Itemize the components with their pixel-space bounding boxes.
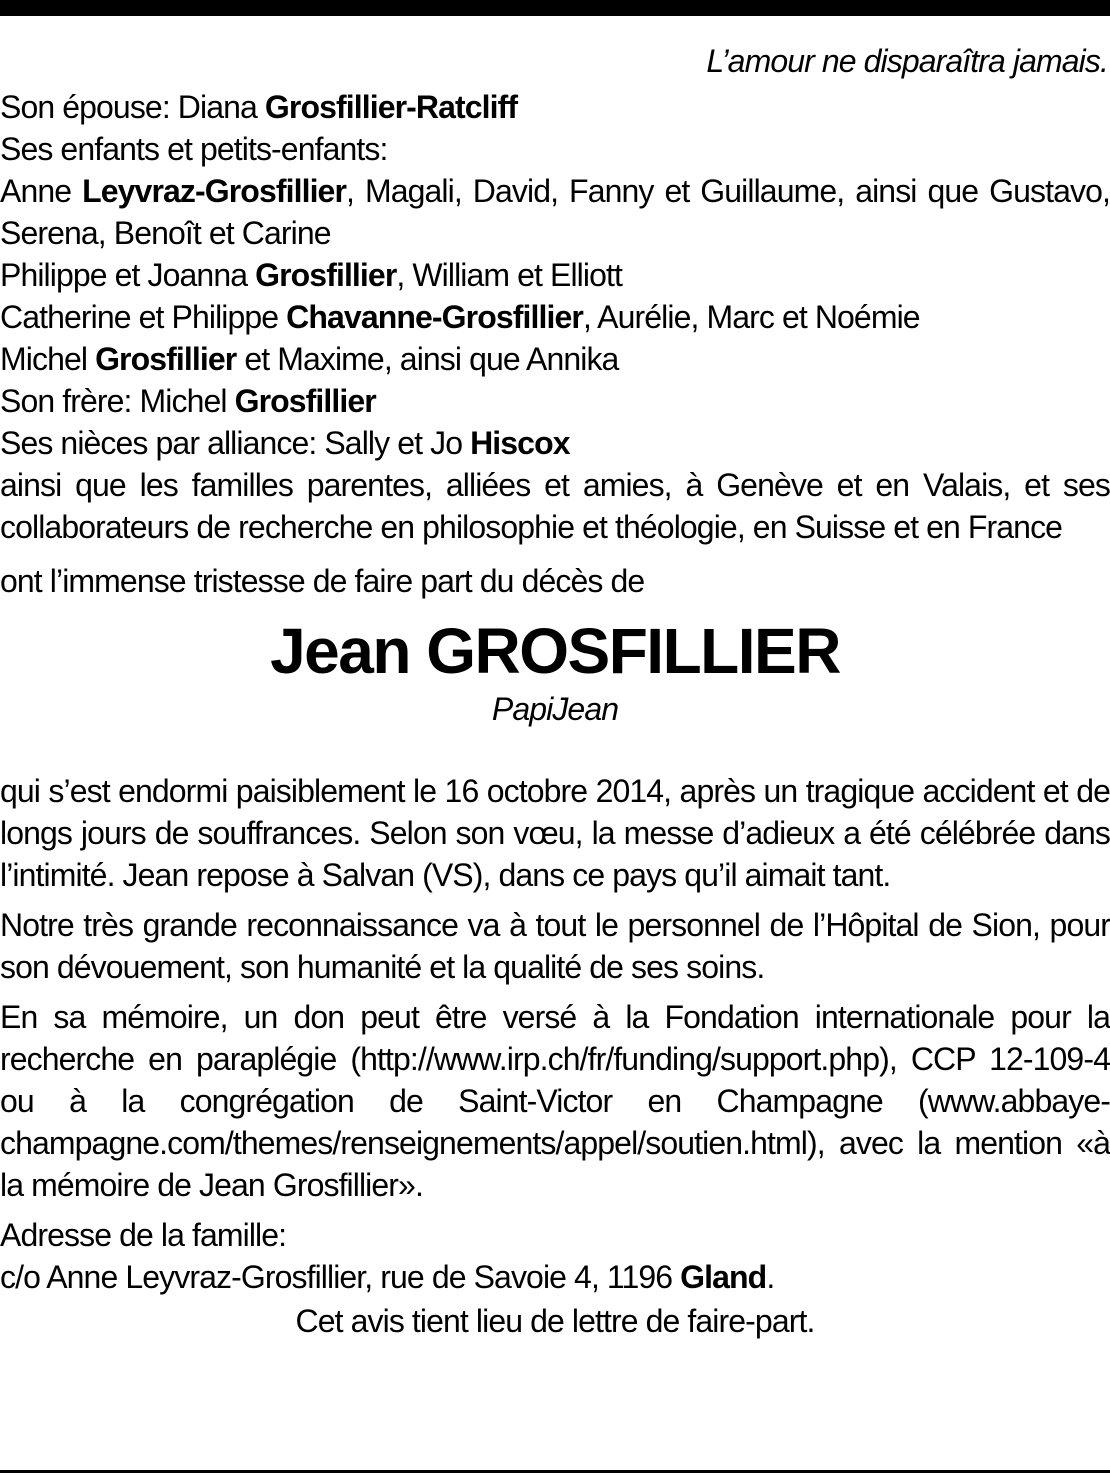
body-paragraph-3: En sa mémoire, un don peut être versé à la Fondation internationale pour la recherche en paraplégie (http://www.irp.ch/fr/funding/support.php), CCP 12-109-4 ou à la congrégation de Saint-Victor en Champagne (www.abbaye-champagne.com/themes/renseignements/appel/soutien.html), avec la mention «à la mémoire de Jean Grosfillier».	[0, 999, 1110, 1203]
child2-rest: , William et Elliott	[396, 257, 622, 293]
closing-note: Cet avis tient lieu de lettre de faire-part.	[295, 1303, 815, 1339]
extended-family: ainsi que les familles parentes, alliées et amies, à Genève et en Valais, et ses collaborateurs de recherche en philosophie et théologie, en Suisse et en France	[0, 467, 1110, 545]
nieces-surname: Hiscox	[470, 425, 570, 461]
child3-first: Catherine et Philippe	[0, 299, 287, 335]
child2-surname: Grosfillier	[255, 257, 397, 293]
announcement: ont l’immense tristesse de faire part du décès de	[0, 563, 645, 599]
brother-line	[0, 380, 1110, 422]
child4-surname: Grosfillier	[95, 341, 237, 377]
child1-rest: , Magali, David, Fanny et Guillaume, ainsi que Gustavo, Serena, Benoît et Carine	[0, 173, 1110, 251]
child-line-3	[0, 296, 1110, 338]
brother-label: Son frère: Michel	[0, 383, 235, 419]
address-line	[0, 1256, 1110, 1298]
address-city: Gland	[680, 1259, 767, 1295]
bottom-border	[0, 1470, 1110, 1473]
address-end: .	[766, 1259, 775, 1295]
spouse-label: Son épouse: Diana	[0, 89, 265, 125]
body-paragraph-2: Notre très grande reconnaissance va à tout le personnel de l’Hôpital de Sion, pour son dévouement, son humanité et la qualité de ses soins.	[0, 907, 1110, 985]
child3-surname: Chavanne-Grosfillier	[286, 299, 583, 335]
address-street: c/o Anne Leyvraz-Grosfillier, rue de Savoie 4, 1196	[0, 1259, 681, 1295]
nieces-line	[0, 422, 1110, 464]
child2-first: Philippe et Joanna	[0, 257, 256, 293]
obituary-notice	[0, 40, 1110, 1374]
address-label: Adresse de la famille:	[0, 1217, 287, 1253]
brother-surname: Grosfillier	[234, 383, 376, 419]
child-line-2	[0, 254, 1110, 296]
spouse-name: Grosfillier-Ratcliff	[264, 89, 518, 125]
child1-first: Anne	[0, 173, 83, 209]
deceased-name: Jean GROSFILLIER	[270, 615, 840, 687]
body-paragraph-1: qui s’est endormi paisiblement le 16 octobre 2014, après un tragique accident et de longs jours de souffrances. Selon son vœu, la messe d’adieux a été célébrée dans l’intimité. Jean repose à Salvan (VS), dans ce pays qu’il aimait tant.	[0, 773, 1110, 893]
child-line-1	[0, 170, 1110, 254]
spouse-line	[0, 86, 1110, 128]
child3-rest: , Aurélie, Marc et Noémie	[582, 299, 920, 335]
child-line-4	[0, 338, 1110, 380]
top-border	[0, 0, 1110, 16]
child4-rest: et Maxime, ainsi que Annika	[236, 341, 619, 377]
children-heading: Ses enfants et petits-enfants:	[0, 131, 388, 167]
child1-surname: Leyvraz-Grosfillier	[82, 173, 347, 209]
nieces-label: Ses nièces par alliance: Sally et Jo	[0, 425, 471, 461]
epigraph: L’amour ne disparaîtra jamais.	[706, 43, 1108, 79]
deceased-nickname: PapiJean	[491, 691, 619, 727]
child4-first: Michel	[0, 341, 96, 377]
